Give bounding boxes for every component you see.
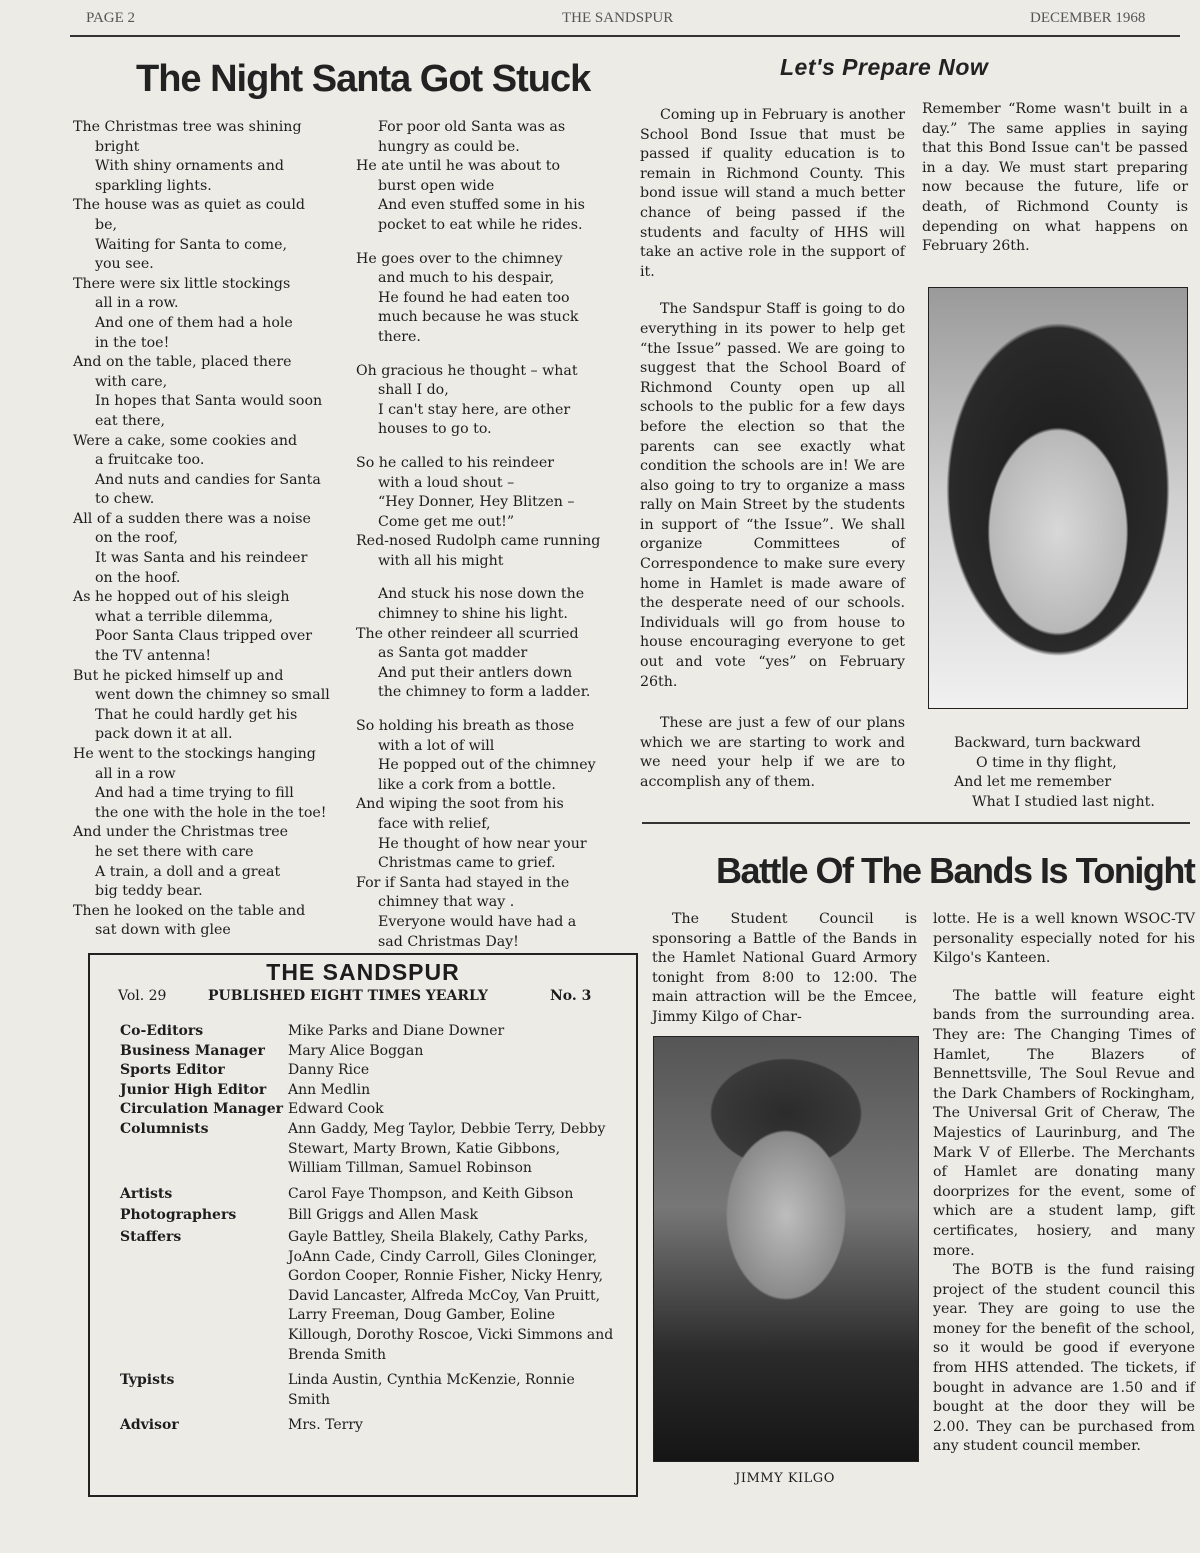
poem-line: a fruitcake too. <box>95 452 205 469</box>
poem-line: on the hoof. <box>95 569 181 586</box>
poem-line: face with relief, <box>378 816 491 832</box>
staff-role: Circulation Manager <box>120 1101 283 1118</box>
staff-names: Mrs. Terry <box>288 1417 363 1434</box>
poem-line: bright <box>95 138 140 155</box>
poem-line: houses to go to. <box>378 421 492 438</box>
poem-line: much because he was stuck <box>378 309 579 326</box>
staff-row <box>120 1061 616 1081</box>
bands-col2-para-3: The BOTB is the fund raising project of the student council this year. They are going to use the money for the benefit of the school, so it would be good if everyone from HHS attended. The tickets, if bought in advance are 1.50 and if bought at the door they will be 2.00. They can be purchased from any student council member. <box>933 1262 1195 1455</box>
poem-line: With shiny ornaments and <box>95 158 284 175</box>
poem-line: He goes over to the chimney <box>356 250 563 267</box>
poem-line: And nuts and candies for Santa <box>95 471 321 488</box>
staff-role: Staffers <box>120 1228 182 1245</box>
issue-date: DECEMBER 1968 <box>1030 10 1146 26</box>
poem-line: with care, <box>95 373 168 390</box>
staff-names: Mary Alice Boggan <box>288 1042 424 1059</box>
poem-line: you see. <box>95 256 154 273</box>
prepare-para-2: The Sandspur Staff is going to do everything in its power to help get “the Issue” passed. We are going to suggest that the School Board of Richmond County open up all schools to the public for a few days before the election so that the parents can see exactly what condition the schools are in! We are also going to try to organize a mass rally on Main Street by the students in support of “the Issue”. We shall organize Committees of Correspondence to make sure every home in Hamlet is made aware of the desperate need of our schools. Individuals will go from house to house encouraging everyone to get out and vote “yes” on February 26th. <box>640 301 905 690</box>
poem-line: all in a row <box>95 765 176 782</box>
masthead-box <box>88 953 638 1497</box>
paper-name: THE SANDSPUR <box>562 10 674 26</box>
poem-line: A train, a doll and a great <box>95 863 281 880</box>
poem-line: I can't stay here, are other <box>378 401 571 418</box>
staff-names: Gayle Battley, Sheila Blakely, Cathy Parks, JoAnn Cade, Cindy Carroll, Giles Cloninger, Gordon Cooper, Ronnie Fisher, Nicky Henry, David Lancaster, Alfreda McCoy, Van Pruitt, Larry Freeman, Doug Gamber, Eoline Killough, Dorothy Roscoe, Vicki Simmons and Brenda Smith <box>288 1228 614 1363</box>
bands-col2-para-2: The battle will feature eight bands from the surrounding area. They are: The Changing Times of Hamlet, The Blazers of Bennettsville, The Soul Revue and the Dark Chambers of Rockingham, The Universal Grit of Cheraw, The Majestics of Laurinburg, and The Mark V of Ellerbe. The Merchants of Hamlet are donating many doorprizes for the event, some of which are a student lamp, gift certificates, hosiery, and many more. <box>933 987 1195 1259</box>
santa-headline: The Night Santa Got Stuck <box>136 58 591 100</box>
poem-line: The house was as quiet as could <box>73 197 306 214</box>
poem-line: Christmas came to grief. <box>378 855 556 872</box>
poem-line: sad Christmas Day! <box>378 933 519 950</box>
poem-line: In hopes that Santa would soon <box>95 393 323 410</box>
staff-role: Co-Editors <box>120 1023 204 1039</box>
poem-line: He ate until he was about to <box>356 158 561 175</box>
staff-role: Advisor <box>120 1417 179 1434</box>
staff-row <box>120 1100 616 1120</box>
poem-line: Come get me out!” <box>378 513 515 530</box>
study-poem-line-4: What I studied last night. <box>972 793 1155 810</box>
poem-line: For if Santa had stayed in the <box>356 874 570 891</box>
staff-row <box>120 1081 616 1101</box>
poem-line: Poor Santa Claus tripped over <box>95 628 313 645</box>
staff-row <box>120 1185 616 1205</box>
staff-row <box>120 1206 616 1226</box>
poem-line: He went to the stockings hanging <box>73 746 316 762</box>
poem-line: Everyone would have had a <box>378 913 577 930</box>
poem-line: what a terrible dilemma, <box>95 608 274 625</box>
student-portrait-photo <box>928 287 1188 709</box>
bands-headline: Battle Of The Bands Is Tonight <box>716 850 1195 891</box>
stanza-gap <box>356 348 626 362</box>
poem-line: big teddy bear. <box>95 883 203 900</box>
poem-line: like a cork from a bottle. <box>378 776 556 793</box>
masthead-frequency: PUBLISHED EIGHT TIMES YEARLY <box>208 988 488 1004</box>
stanza-gap <box>356 440 626 454</box>
study-poem-line-1: Backward, turn backward <box>954 735 1141 751</box>
stanza-gap <box>356 703 626 717</box>
staff-names: Linda Austin, Cynthia McKenzie, Ronnie Smith <box>288 1372 575 1408</box>
staff-role: Typists <box>120 1372 175 1389</box>
poem-line: Red-nosed Rudolph came running <box>356 533 601 550</box>
poem-line: with a loud shout – <box>378 474 515 491</box>
poem-line: For poor old Santa was as <box>378 119 566 135</box>
staff-names: Edward Cook <box>288 1101 384 1118</box>
masthead-title: THE SANDSPUR <box>266 959 460 985</box>
staff-row <box>120 1228 616 1365</box>
study-poem <box>954 734 1189 812</box>
study-poem-line-3: And let me remember <box>954 774 1112 791</box>
poem-line: That he could hardly get his <box>95 706 298 723</box>
prepare-col2-para: Remember “Rome wasn't built in a day.” The same applies in saying that this Bond Issue can't be passed in a day. We must start preparing now because the future, life or death, of Richmond County is depending on what happens on February 26th. <box>922 101 1188 255</box>
staff-role: Sports Editor <box>120 1062 225 1079</box>
photo-caption: JIMMY KILGO <box>735 1471 835 1486</box>
poem-line: So he called to his reindeer <box>356 454 555 471</box>
staff-names: Ann Gaddy, Meg Taylor, Debbie Terry, Debby Stewart, Marty Brown, Katie Gibbons, William Tillman, Samuel Robinson <box>288 1120 606 1177</box>
stanza-gap <box>356 571 626 585</box>
jimmy-kilgo-photo <box>653 1036 919 1462</box>
staff-role: Photographers <box>120 1207 237 1224</box>
poem-line: on the roof, <box>95 530 179 547</box>
poem-line: the one with the hole in the toe! <box>95 804 327 821</box>
staff-row <box>120 1371 616 1410</box>
header-rule <box>70 35 1180 37</box>
poem-line: And under the Christmas tree <box>73 824 289 841</box>
staff-row <box>120 1416 616 1436</box>
poem-line: sparkling lights. <box>95 177 212 194</box>
poem-line: hungry as could be. <box>378 138 520 155</box>
poem-line: eat there, <box>95 412 165 429</box>
poem-line: shall I do, <box>378 382 449 399</box>
poem-line: And put their antlers down <box>378 664 573 681</box>
poem-line: as Santa got madder <box>378 645 528 662</box>
prepare-headline: Let's Prepare Now <box>780 54 989 80</box>
poem-line: to chew. <box>95 491 155 508</box>
poem-line: Were a cake, some cookies and <box>73 432 298 449</box>
poem-line: There were six little stockings <box>73 275 291 292</box>
staff-names: Mike Parks and Diane Downer <box>288 1023 505 1039</box>
poem-line: pocket to eat while he rides. <box>378 216 583 233</box>
poem-line: chimney to shine his light. <box>378 606 568 623</box>
poem-line: He found he had eaten too <box>378 289 570 306</box>
prepare-col2 <box>922 100 1188 275</box>
staff-row <box>120 1022 616 1042</box>
poem-line: All of a sudden there was a noise <box>73 510 311 527</box>
poem-line: be, <box>95 216 117 233</box>
masthead-number: No. 3 <box>550 988 592 1004</box>
poem-line: The Christmas tree was shining <box>73 119 302 135</box>
poem-line: So holding his breath as those <box>356 718 575 735</box>
poem-line: in the toe! <box>95 334 170 351</box>
masthead-volume: Vol. 29 <box>118 988 167 1004</box>
poem-line: Waiting for Santa to come, <box>95 236 287 253</box>
poem-line: And stuck his nose down the <box>378 586 585 603</box>
section-rule <box>642 822 1190 824</box>
bands-col1-para: The Student Council is sponsoring a Battle of the Bands in the Hamlet National Guard Armory tonight from 8:00 to 12:00. The main attraction will be the Emcee, Jimmy Kilgo of Char- <box>652 911 917 1025</box>
prepare-para-1: Coming up in February is another School Bond Issue that must be passed if quality education is to remain in Richmond County. This bond issue will stand a much better chance of being passed if the students and faculty of HHS will take an active role in the support of it. <box>640 107 905 280</box>
poem-line: chimney that way . <box>378 894 515 911</box>
staff-names: Ann Medlin <box>288 1081 371 1098</box>
poem-line: And on the table, placed there <box>73 354 292 371</box>
masthead-issue-line <box>90 988 636 1010</box>
poem-line: As he hopped out of his sleigh <box>73 589 290 606</box>
poem-line: and much to his despair, <box>378 270 555 287</box>
poem-line: he set there with care <box>95 843 254 860</box>
poem-line: went down the chimney so small <box>95 687 330 704</box>
poem-line: pack down it at all. <box>95 726 233 743</box>
poem-line: He thought of how near your <box>378 835 587 852</box>
staff-names: Bill Griggs and Allen Mask <box>288 1207 479 1224</box>
page-header <box>0 4 1200 34</box>
staff-names: Carol Faye Thompson, and Keith Gibson <box>288 1185 574 1202</box>
prepare-para-3: These are just a few of our plans which we are starting to work and we need your help if we are to accomplish any of them. <box>640 715 905 790</box>
poem-line: And one of them had a hole <box>95 314 293 331</box>
staff-role: Business Manager <box>120 1042 265 1059</box>
study-poem-line-2: O time in thy flight, <box>976 754 1117 771</box>
bands-col2 <box>933 910 1195 1475</box>
poem-line: The other reindeer all scurried <box>356 625 579 642</box>
stanza-gap <box>356 236 626 250</box>
bands-col2-para-1: lotte. He is a well known WSOC-TV personality especially noted for his Kilgo's Kanteen. <box>933 911 1195 967</box>
poem-line: the chimney to form a ladder. <box>378 684 591 701</box>
poem-line: And wiping the soot from his <box>356 796 564 813</box>
staff-row <box>120 1120 616 1179</box>
staff-names: Danny Rice <box>288 1062 370 1079</box>
poem-line: burst open wide <box>378 177 495 194</box>
santa-poem-col1 <box>73 118 348 941</box>
prepare-col1 <box>640 106 905 811</box>
poem-line: there. <box>378 328 421 345</box>
poem-line: It was Santa and his reindeer <box>95 550 308 567</box>
page-number: PAGE 2 <box>86 10 136 26</box>
poem-line: “Hey Donner, Hey Blitzen – <box>378 494 575 511</box>
bands-col1 <box>652 910 917 1046</box>
poem-line: Then he looked on the table and <box>73 902 306 919</box>
poem-line: all in a row. <box>95 295 179 312</box>
poem-line: But he picked himself up and <box>73 667 284 684</box>
santa-poem-col2 <box>356 118 626 952</box>
poem-line: He popped out of the chimney <box>378 757 596 774</box>
poem-line: with a lot of will <box>378 737 495 754</box>
staff-role: Artists <box>120 1185 173 1202</box>
poem-line: sat down with glee <box>95 922 231 939</box>
poem-line: And had a time trying to fill <box>95 785 294 802</box>
poem-line: Oh gracious he thought – what <box>356 362 578 379</box>
staff-list <box>120 1022 616 1436</box>
staff-row <box>120 1042 616 1062</box>
poem-line: And even stuffed some in his <box>378 197 585 214</box>
staff-role: Junior High Editor <box>120 1081 267 1098</box>
staff-role: Columnists <box>120 1120 209 1137</box>
poem-line: with all his might <box>378 552 504 569</box>
poem-line: the TV antenna! <box>95 648 212 665</box>
